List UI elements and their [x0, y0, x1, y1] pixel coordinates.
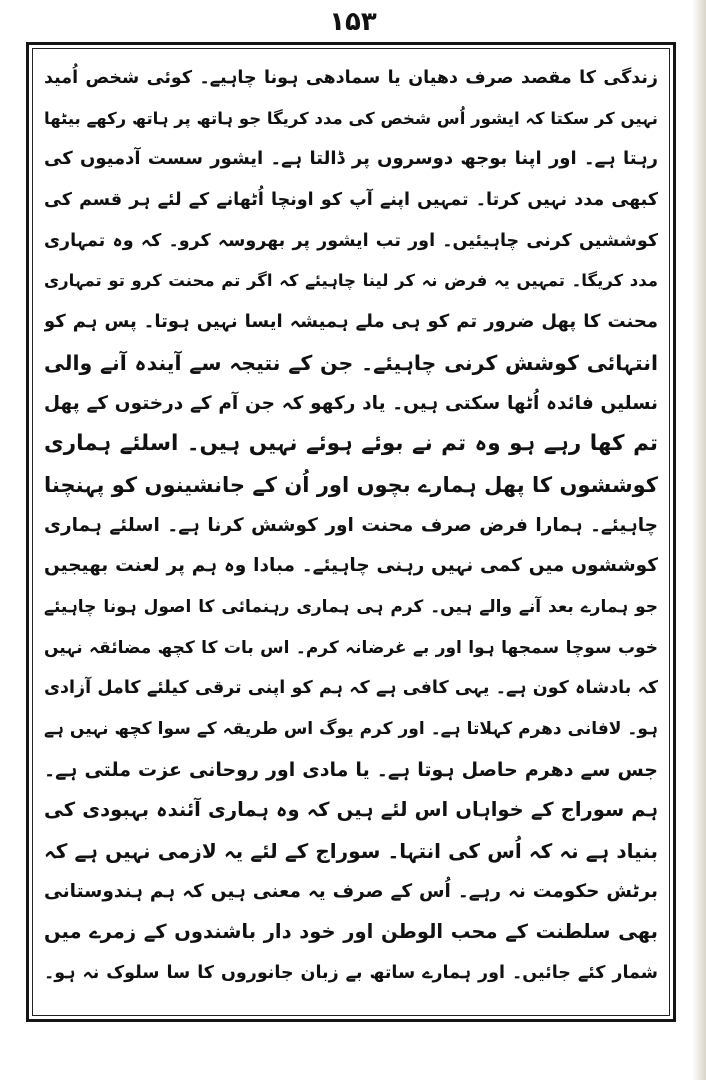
text-line: برٹش حکومت نہ رہے۔ اُس کے صرف یہ معنی ہیں کہ ہم ہندوستانی	[44, 880, 658, 902]
text-line: کوششیں کرنی چاہیئیں۔ اور تب ایشور پر بھروسہ کرو۔ کہ وہ تمہاری	[44, 230, 658, 251]
text-line: بھی سلطنت کے محب الوطن اور خود دار باشندوں کے زمرے میں	[44, 920, 658, 944]
text-line: زندگی کا مقصد صرف دھیان یا سمادھی ہونا چاہیے۔ کوئی شخص اُمید	[44, 68, 658, 88]
text-line: جس سے دھرم حاصل ہوتا ہے۔ یا مادی اور روحانی عزت ملتی ہے۔	[44, 758, 658, 781]
page-edge	[692, 0, 706, 1080]
text-line: نسلیں فائدہ اُٹھا سکتی ہیں۔ یاد رکھو کہ جن آم کے درختوں کے پھل	[44, 392, 658, 414]
text-line: تم کھا رہے ہو وہ تم نے بوئے ہوئے نہیں ہیں۔ اسلئے ہماری	[44, 431, 658, 457]
page-number: ۱۵۳	[329, 7, 377, 37]
text-line: کبھی مدد نہیں کرتا۔ تمہیں اپنے آپ کو اونچا اُٹھانے کے لئے ہر قسم کی	[44, 190, 658, 211]
text-line: ہو۔ لافانی دھرم کہلاتا ہے۔ اور کرم یوگ اس طریقہ کے سوا کچھ نہیں ہے	[44, 719, 658, 739]
text-line: انتہائی کوشش کرنی چاہیئے۔ جن کے نتیجہ سے آیندہ آنے والی	[44, 350, 658, 375]
text-line: نہیں کر سکتا کہ ایشور اُس شخص کی مدد کریگا جو ہاتھ پر ہاتھ رکھے بیٹھا	[44, 108, 658, 128]
text-line: جو ہمارے بعد آنے والے ہیں۔ کرم ہی ہماری رہنمائی کا اصول ہونا چاہیئے	[44, 596, 658, 617]
text-line: بنیاد ہے نہ کہ اُس کی انتہا۔ سوراج کے لئے یہ لازمی نہیں ہے کہ	[44, 839, 658, 864]
text-line: کہ بادشاہ کون ہے۔ یہی کافی ہے کہ ہم کو اپنی ترقی کیلئے کامل آزادی	[44, 678, 658, 699]
text-line: کوششوں کا پھل ہمارے بچوں اور اُن کے جانشینوں کو پہنچنا	[44, 472, 658, 497]
text-line: مدد کریگا۔ تمہیں یہ فرض نہ کر لینا چاہیئے کہ اگر تم محنت کرو تو تمہاری	[44, 271, 658, 291]
text-line: کوششوں میں کمی نہیں رہنی چاہیئے۔ مبادا وہ ہم پر لعنت بھیجیں	[44, 555, 658, 577]
text-line: شمار کئے جائیں۔ اور ہمارے ساتھ بے زبان جانوروں کا سا سلوک نہ ہو۔	[44, 963, 658, 984]
text-line: چاہیئے۔ ہمارا فرض صرف محنت اور کوشش کرنا ہے۔ اسلئے ہماری	[44, 514, 658, 536]
body-text	[44, 58, 658, 1008]
text-line: رہتا ہے۔ اور اپنا بوجھ دوسروں پر ڈالتا ہے۔ ایشور سست آدمیوں کی	[44, 148, 658, 170]
text-line: محنت کا پھل ضرور تم کو ہی ملے ہمیشہ ایسا نہیں ہوتا۔ پس ہم کو	[44, 311, 658, 333]
text-line: خوب سوچا سمجھا ہوا اور بے غرضانہ کرم۔ اس بات کا کچھ مضائقہ نہیں	[44, 637, 658, 658]
text-line: ہم سوراج کے خواہاں اس لئے ہیں کہ وہ ہماری آئندہ بہبودی کی	[44, 798, 658, 822]
